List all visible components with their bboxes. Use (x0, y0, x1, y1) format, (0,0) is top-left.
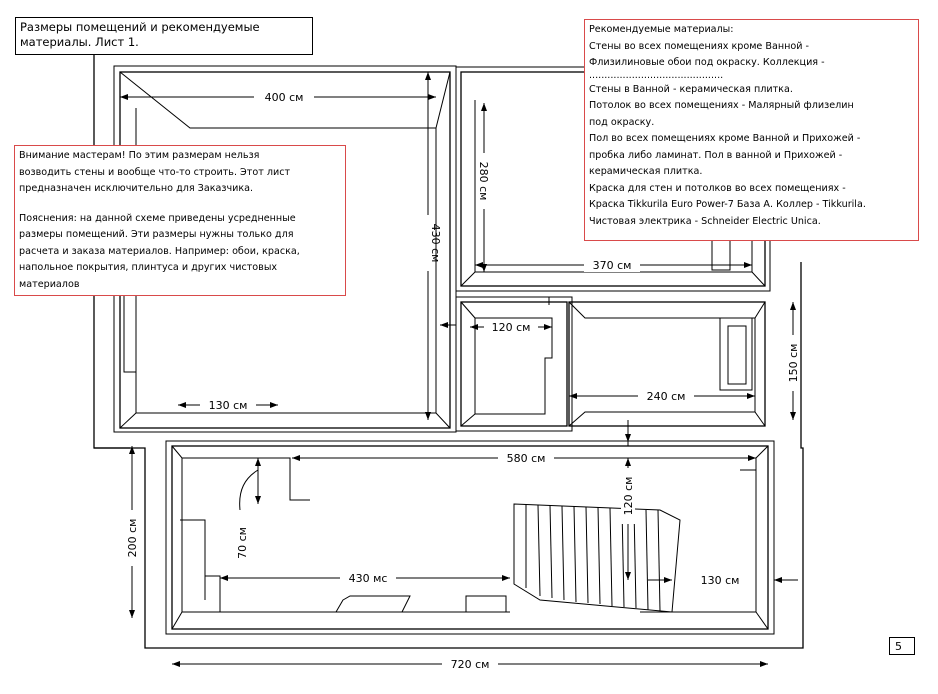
materials-line: Краска для стен и потолков во всех помещениях - (589, 182, 846, 194)
label-280: 280 см (477, 161, 490, 201)
sheet-title-line-2: материалы. Лист 1. (20, 35, 139, 49)
room-3 (569, 302, 765, 426)
warning-line: расчета и заказа материалов. Например: обои, краска, (19, 245, 300, 257)
label-580: 580 см (506, 452, 546, 465)
warning-line: Внимание мастерам! По этим размерам нельзя (19, 150, 260, 161)
label-240: 240 см (646, 390, 686, 403)
sheet-title-line-1: Размеры помещений и рекомендуемые (20, 20, 260, 34)
label-120-vertical: 120 см (622, 476, 635, 516)
warning-line: материалов (19, 278, 80, 290)
label-70: 70 см (236, 527, 249, 559)
page-number: 5 (889, 637, 915, 655)
warning-line: возводить стены и вообще что-то строить. Этот лист (19, 166, 291, 178)
warning-line: предназначен исключительно для Заказчика. (19, 183, 254, 194)
label-370: 370 см (592, 259, 632, 272)
warning-spacer (19, 198, 341, 211)
warning-line: размеры помещений. Эти размеры нужны только для (19, 229, 294, 240)
materials-line: Чистовая электрика - Schneider Electric Unica. (589, 215, 821, 227)
label-720: 720 см (450, 658, 490, 671)
materials-line: Потолок во всех помещениях - Малярный флизелин (589, 100, 854, 111)
room-4 (166, 441, 774, 634)
materials-line: ............................................ (589, 71, 724, 81)
materials-line: Пол во всех помещениях кроме Ванной и Прихожей - (589, 133, 861, 144)
label-130-top: 130 см (208, 399, 248, 412)
materials-line: Рекомендуемые материалы: (589, 24, 734, 35)
label-150: 150 см (787, 343, 800, 383)
dimension-70 (255, 458, 261, 504)
materials-line: керамическая плитка. (589, 166, 703, 177)
warning-line: Пояснения: на данной схеме приведены усредненные (19, 212, 296, 224)
materials-line: под окраску. (589, 116, 655, 128)
label-400: 400 см (264, 91, 304, 104)
materials-line: Краска Tikkurila Euro Power-7 База А. Коллер - Tikkurila. (589, 199, 866, 210)
materials-note (584, 19, 919, 241)
materials-line: Стены во всех помещениях кроме Ванной - (589, 40, 810, 52)
label-120-bath: 120 см (491, 321, 531, 334)
sheet-title (15, 17, 313, 55)
label-430-vertical: 430 см (429, 223, 442, 263)
warning-line: напольное покрытия, плинтуса и других чистовых (19, 262, 278, 273)
label-430-horizontal: 430 мс (348, 572, 388, 585)
materials-line: пробка либо ламинат. Пол в ванной и Прихожей - (589, 149, 843, 161)
materials-line: Флизилиновые обои под окраску. Коллекция - (589, 57, 825, 68)
warning-note (14, 145, 346, 296)
label-200: 200 см (126, 518, 139, 558)
materials-line: Стены в Ванной - керамическая плитка. (589, 83, 793, 95)
room-bath (456, 297, 572, 431)
label-130-bottom: 130 см (700, 574, 740, 587)
